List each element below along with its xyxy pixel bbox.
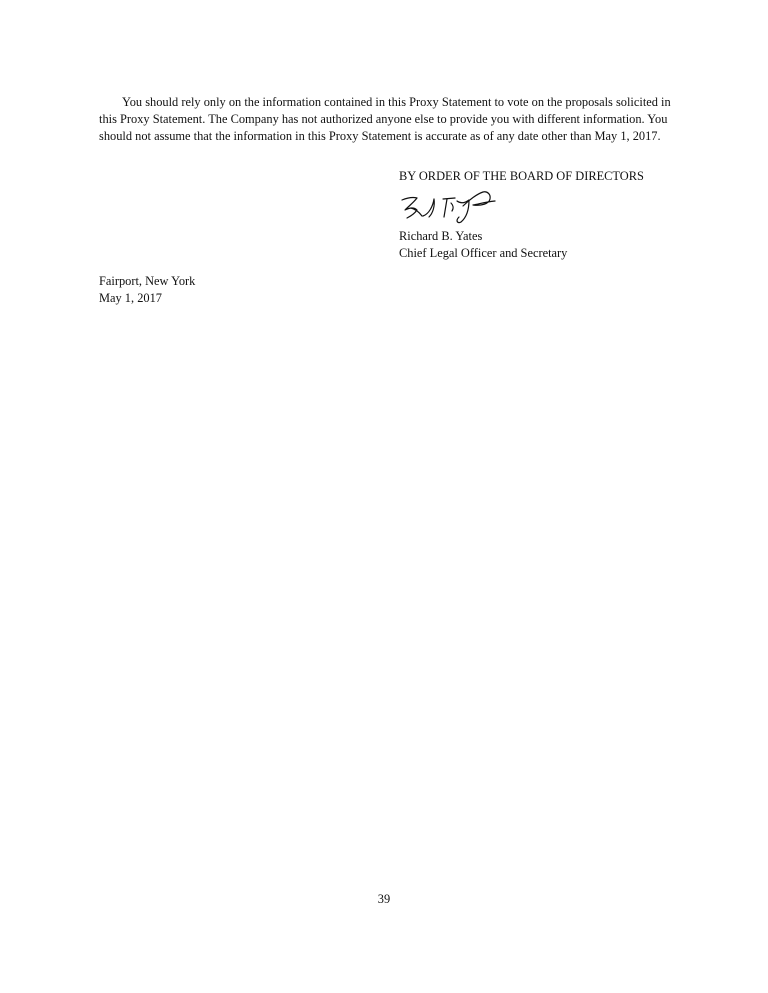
- signer-name: Richard B. Yates: [399, 229, 483, 243]
- place-date-block: [99, 273, 195, 307]
- signer-title: Chief Legal Officer and Secretary: [399, 246, 568, 260]
- closing-line: BY ORDER OF THE BOARD OF DIRECTORS: [399, 169, 644, 183]
- location: Fairport, New York: [99, 274, 196, 288]
- date: May 1, 2017: [99, 291, 162, 305]
- page-number: 39: [377, 892, 391, 906]
- handwritten-signature: [399, 186, 499, 226]
- body-paragraph: You should rely only on the information contained in this Proxy Statement to vote on the proposals solicited in this Proxy Statement. The Company has not authorized anyone else to provide you with different information. You should not assume that the information in this Proxy Statement is accurate as of any date other than May 1, 2017.: [99, 95, 671, 143]
- closing-block: [399, 168, 729, 185]
- signer-block: [399, 228, 567, 262]
